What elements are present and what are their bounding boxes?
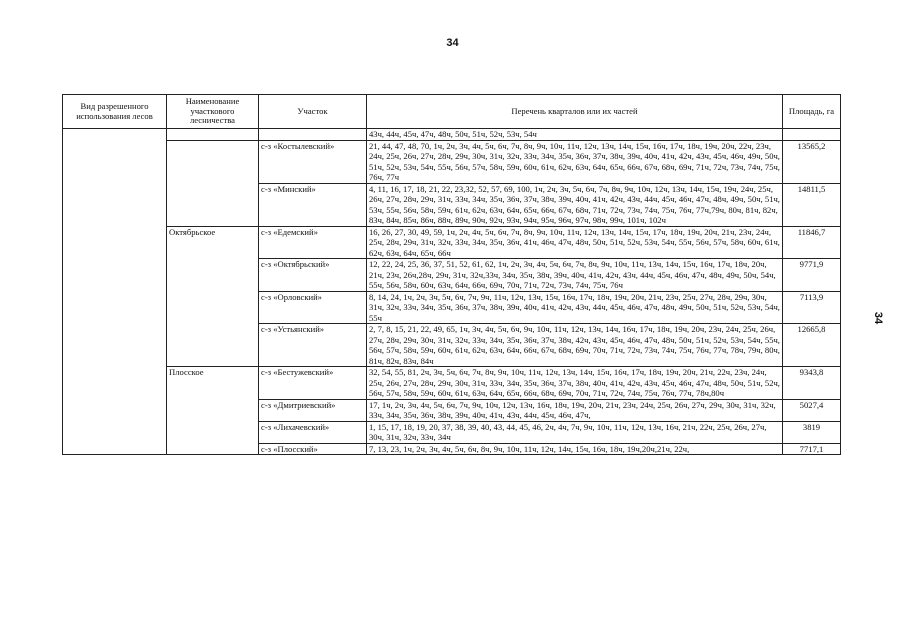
area-cell: 9771,9	[783, 259, 841, 292]
plot-cell: с-з «Октябрьский»	[259, 259, 367, 292]
forestry-cell	[167, 140, 259, 226]
quarters-cell: 12, 22, 24, 25, 36, 37, 51, 52, 61, 62, 1ч, 2ч, 3ч, 4ч, 5ч, 6ч, 7ч, 8ч, 9ч, 10ч, 11ч, 13ч, 14ч, 15ч, 16ч, 17ч, 18ч, 20ч, 21ч, 23ч, 26ч,28ч, 29ч, 31ч, 32ч,33ч, 34ч, 35ч, 38ч, 39ч, 40ч, 41ч, 42ч, 43ч, 44ч, 45ч, 46ч, 47ч, 48ч, 49ч, 50ч, 54ч, 55ч, 56ч, 58ч, 60ч, 63ч, 64ч, 66ч, 69ч, 70ч, 71ч, 72ч, 73ч, 74ч, 75ч, 76ч	[367, 259, 783, 292]
page-number-side: 34	[872, 311, 884, 325]
table-row	[63, 226, 841, 259]
header-forestry: Наименование участкового лесничества	[167, 95, 259, 129]
quarters-cell: 1, 15, 17, 18, 19, 20, 37, 38, 39, 40, 43, 44, 45, 46, 2ч, 4ч, 7ч, 9ч, 10ч, 11ч, 12ч, 13ч, 16ч, 21ч, 22ч, 25ч, 26ч, 27ч, 30ч, 31ч, 32ч, 33ч, 34ч	[367, 421, 783, 443]
area-cell	[783, 129, 841, 141]
area-cell: 7113,9	[783, 291, 841, 324]
area-cell: 13565,2	[783, 140, 841, 183]
quarters-cell: 17, 1ч, 2ч, 3ч, 4ч, 5ч, 6ч, 7ч, 9ч, 10ч, 12ч, 13ч, 16ч, 18ч, 19ч, 20ч, 21ч, 23ч, 24ч, 25ч, 26ч, 27ч, 29ч, 30ч, 31ч, 32ч, 33ч, 34ч, 35ч, 36ч, 38ч, 39ч, 40ч, 41ч, 43ч, 44ч, 45ч, 46ч, 47ч,	[367, 399, 783, 421]
quarters-cell: 21, 44, 47, 48, 70, 1ч, 2ч, 3ч, 4ч, 5ч, 6ч, 7ч, 8ч, 9ч, 10ч, 11ч, 12ч, 13ч, 14ч, 15ч, 16ч, 17ч, 18ч, 19ч, 20ч, 22ч, 23ч, 24ч, 25ч, 26ч, 27ч, 28ч, 29ч, 30ч, 31ч, 32ч, 33ч, 34ч, 35ч, 36ч, 37ч, 38ч, 39ч, 40ч, 41ч, 42ч, 43ч, 45ч, 46ч, 49ч, 50ч, 51ч, 52ч, 53ч, 54ч, 55ч, 56ч, 57ч, 58ч, 59ч, 60ч, 61ч, 62ч, 63ч, 64ч, 65ч, 66ч, 67ч, 68ч, 69ч, 71ч, 72ч, 73ч, 74ч, 75ч, 76ч, 77ч	[367, 140, 783, 183]
quarters-cell: 43ч, 44ч, 45ч, 47ч, 48ч, 50ч, 51ч, 52ч, 53ч, 54ч	[367, 129, 783, 141]
quarters-cell: 16, 26, 27, 30, 49, 59, 1ч, 2ч, 4ч, 5ч, 6ч, 7ч, 8ч, 9ч, 10ч, 11ч, 12ч, 13ч, 14ч, 15ч, 17ч, 18ч, 19ч, 20ч, 21ч, 23ч, 24ч, 25ч, 28ч, 29ч, 31ч, 32ч, 33ч, 34ч, 35ч, 36ч, 41ч, 46ч, 47ч, 48ч, 50ч, 51ч, 52ч, 53ч, 54ч, 55ч, 56ч, 57ч, 58ч, 60ч, 61ч, 62ч, 63ч, 64ч, 65ч, 66ч	[367, 226, 783, 259]
quarters-cell: 4, 11, 16, 17, 18, 21, 22, 23,32, 52, 57, 69, 100, 1ч, 2ч, 3ч, 5ч, 6ч, 7ч, 8ч, 9ч, 10ч, 12ч, 13ч, 14ч, 15ч, 19ч, 24ч, 25ч, 26ч, 27ч, 28ч, 29ч, 31ч, 33ч, 34ч, 35ч, 36ч, 37ч, 38ч, 39ч, 40ч, 41ч, 42ч, 43ч, 44ч, 45ч, 46ч, 47ч, 48ч, 49ч, 50ч, 51ч, 53ч, 55ч, 56ч, 58ч, 59ч, 61ч, 62ч, 63ч, 64ч, 65ч, 66ч, 67ч, 68ч, 71ч, 72ч, 73ч, 74ч, 75ч, 76ч, 77ч,79ч, 80ч, 81ч, 82ч, 83ч, 84ч, 85ч, 86ч, 88ч, 89ч, 90ч, 92ч, 93ч, 94ч, 95ч, 96ч, 97ч, 98ч, 99ч, 101ч, 102ч	[367, 183, 783, 226]
area-cell: 3819	[783, 421, 841, 443]
plot-cell: с-з «Лихачевский»	[259, 421, 367, 443]
plot-cell: с-з «Бестужевский»	[259, 367, 367, 400]
table-row	[63, 140, 841, 183]
page-number-top: 34	[446, 37, 459, 49]
header-quarters: Перечень кварталов или их частей	[367, 95, 783, 129]
quarters-cell: 7, 13, 23, 1ч, 2ч, 3ч, 4ч, 5ч, 6ч, 8ч, 9ч, 10ч, 11ч, 12ч, 14ч, 15ч, 16ч, 18ч, 19ч,20ч,21ч, 22ч,	[367, 443, 783, 455]
forestry-cell	[167, 129, 259, 141]
quarters-cell: 8, 14, 24, 1ч, 2ч, 3ч, 5ч, 6ч, 7ч, 9ч, 11ч, 12ч, 13ч, 15ч, 16ч, 17ч, 18ч, 19ч, 20ч, 21ч, 23ч, 25ч, 27ч, 28ч, 29ч, 30ч, 31ч, 32ч, 33ч, 34ч, 35ч, 36ч, 37ч, 38ч, 39ч, 40ч, 41ч, 42ч, 43ч, 44ч, 45ч, 46ч, 47ч, 48ч, 49ч, 50ч, 51ч, 52ч, 53ч, 54ч, 55ч	[367, 291, 783, 324]
plot-cell: с-з «Минский»	[259, 183, 367, 226]
forestry-cell: Плосское	[167, 367, 259, 455]
plot-cell: с-з «Плосский»	[259, 443, 367, 455]
table-header-row	[63, 95, 841, 129]
forestry-cell: Октябрьское	[167, 226, 259, 367]
header-plot: Участок	[259, 95, 367, 129]
plot-cell: с-з «Костылевский»	[259, 140, 367, 183]
area-cell: 5027,4	[783, 399, 841, 421]
area-cell: 12665,8	[783, 324, 841, 367]
usage-type-cell	[63, 129, 167, 455]
area-cell: 14811,5	[783, 183, 841, 226]
area-cell: 7717,1	[783, 443, 841, 455]
table-row	[63, 367, 841, 400]
forest-quarters-table	[62, 94, 841, 455]
header-usage-type: Вид разрешенного использования лесов	[63, 95, 167, 129]
area-cell: 11846,7	[783, 226, 841, 259]
header-area: Площадь, га	[783, 95, 841, 129]
plot-cell: с-з «Дмитриевский»	[259, 399, 367, 421]
table-row	[63, 129, 841, 141]
plot-cell: с-з «Орловский»	[259, 291, 367, 324]
area-cell: 9343,8	[783, 367, 841, 400]
plot-cell	[259, 129, 367, 141]
plot-cell: с-з «Едемский»	[259, 226, 367, 259]
plot-cell: с-з «Устьянский»	[259, 324, 367, 367]
quarters-cell: 32, 54, 55, 81, 2ч, 3ч, 5ч, 6ч, 7ч, 8ч, 9ч, 10ч, 11ч, 12ч, 13ч, 14ч, 15ч, 16ч, 17ч, 18ч, 19ч, 20ч, 21ч, 22ч, 23ч, 24ч, 25ч, 26ч, 27ч, 28ч, 29ч, 30ч, 31ч, 33ч, 34ч, 35ч, 36ч, 37ч, 38ч, 40ч, 41ч, 42ч, 43ч, 45ч, 46ч, 47ч, 48ч, 50ч, 51ч, 52ч, 56ч, 57ч, 58ч, 59ч, 60ч, 61ч, 63ч, 64ч, 65ч, 66ч, 68ч, 69ч, 70ч, 71ч, 72ч, 74ч, 75ч, 76ч, 77ч, 78ч,80ч	[367, 367, 783, 400]
quarters-cell: 2, 7, 8, 15, 21, 22, 49, 65, 1ч, 3ч, 4ч, 5ч, 6ч, 9ч, 10ч, 11ч, 12ч, 13ч, 14ч, 16ч, 17ч, 18ч, 19ч, 20ч, 23ч, 24ч, 25ч, 26ч, 27ч, 28ч, 29ч, 30ч, 31ч, 32ч, 33ч, 34ч, 35ч, 36ч, 37ч, 38ч, 42ч, 43ч, 45ч, 46ч, 47ч, 48ч, 50ч, 51ч, 52ч, 53ч, 54ч, 55ч, 56ч, 57ч, 58ч, 59ч, 60ч, 61ч, 62ч, 63ч, 64ч, 66ч, 67ч, 68ч, 69ч, 70ч, 71ч, 72ч, 73ч, 74ч, 75ч, 76ч, 77ч, 78ч, 79ч, 80ч, 81ч, 82ч, 83ч, 84ч	[367, 324, 783, 367]
